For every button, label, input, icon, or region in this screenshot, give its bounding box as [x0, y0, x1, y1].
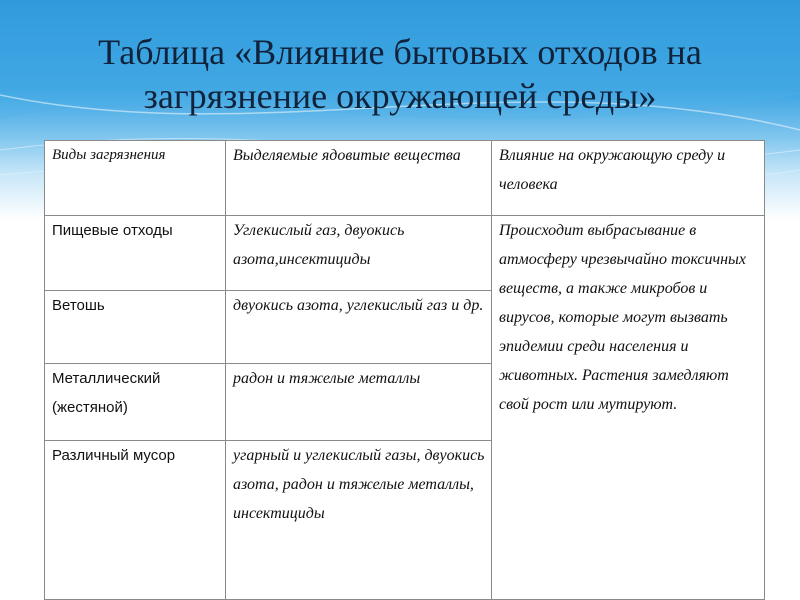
table-row [45, 216, 765, 291]
row-type: Пищевые отходы [45, 216, 226, 291]
header-impact: Влияние на окружающую среду и человека [492, 141, 765, 216]
row-type: Ветошь [45, 291, 226, 364]
pollution-table [44, 140, 765, 600]
row-substances: радон и тяжелые металлы [226, 364, 492, 441]
header-substances: Выделяемые ядовитые вещества [226, 141, 492, 216]
header-pollution-type: Виды загрязнения [45, 141, 226, 216]
row-substances: угарный и углекислый газы, двуокись азота, радон и тяжелые металлы, инсектициды [226, 441, 492, 600]
row-substances: двуокись азота, углекислый газ и др. [226, 291, 492, 364]
row-substances: Углекислый газ, двуокись азота,инсектициды [226, 216, 492, 291]
impact-cell: Происходит выбрасывание в атмосферу чрезвычайно токсичных веществ, а также микробов и вирусов, которые могут вызвать эпидемии среди населения и животных. Растения замедляют свой рост или мутируют. [492, 216, 765, 600]
row-type: Различный мусор [45, 441, 226, 600]
row-type: Металлический (жестяной) [45, 364, 226, 441]
page-title: Таблица «Влияние бытовых отходов на загрязнение окружающей среды» [98, 32, 702, 116]
table-header-row [45, 141, 765, 216]
